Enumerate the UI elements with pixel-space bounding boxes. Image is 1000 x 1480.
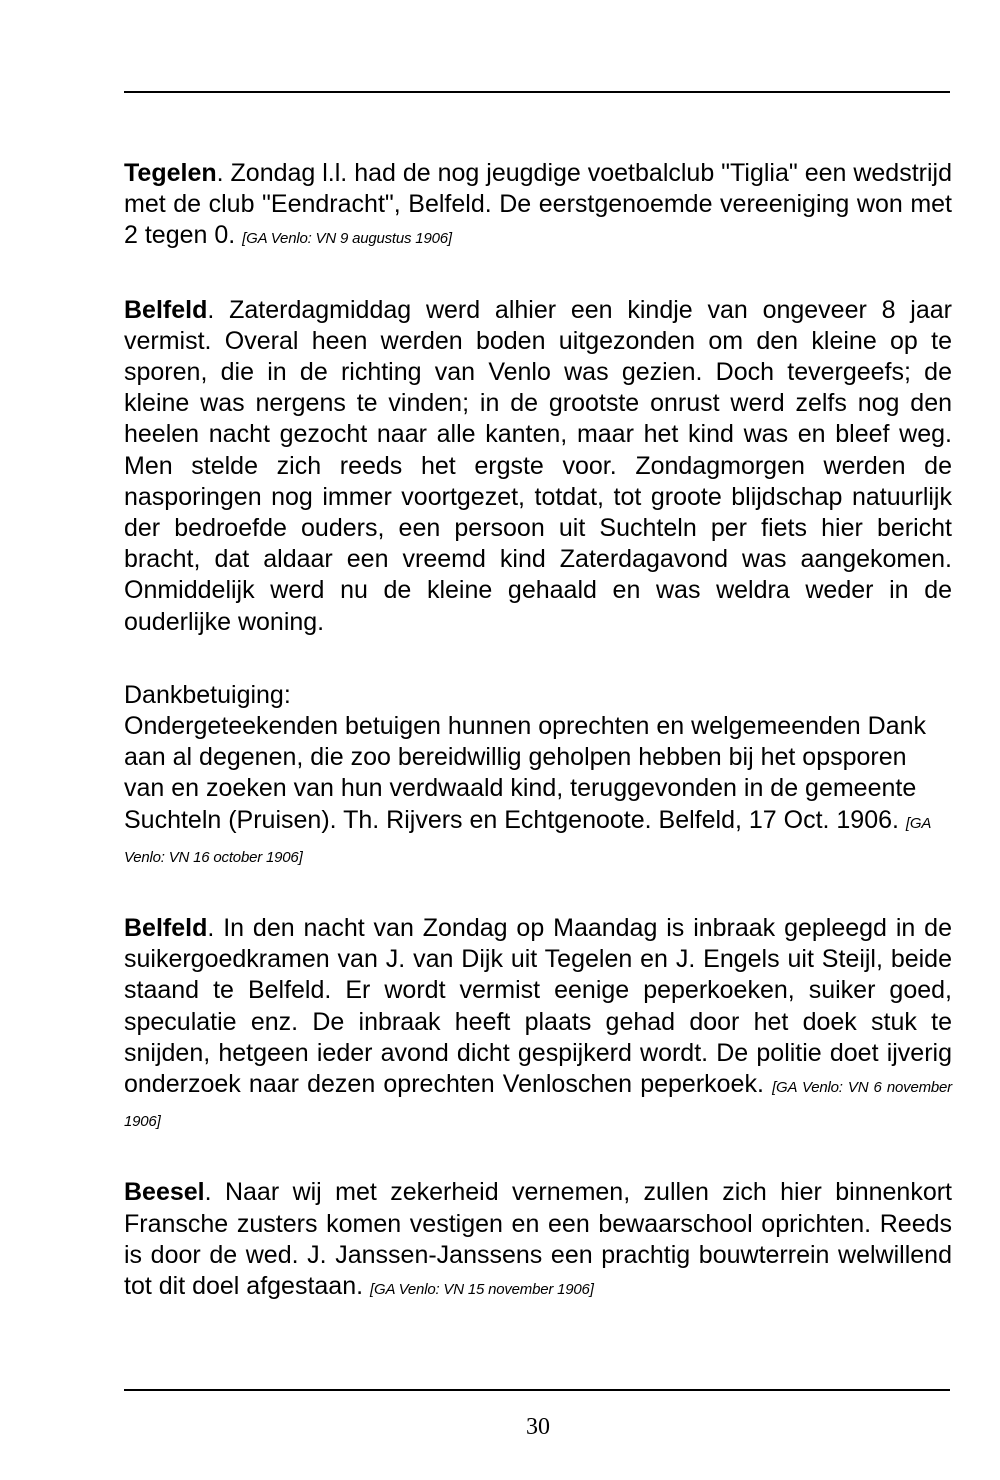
article-heading: Dankbetuiging: [124, 680, 291, 709]
article-place: Belfeld [124, 914, 208, 943]
article-source: [GA Venlo: VN 16 october 1906] [124, 814, 931, 866]
article-source: [GA Venlo: VN 15 november 1906] [370, 1281, 594, 1299]
page-number: 30 [526, 1414, 550, 1440]
page-content [124, 158, 952, 1305]
article-dankbetuiging [124, 680, 952, 873]
article-place: Belfeld [124, 295, 208, 324]
article-text: . In den nacht van Zondag op Maandag is inbraak gepleegd in de suikergoedkramen van J. van Dijk uit Tegelen en J. Engels uit Steijl, beide staand te Belfeld. Er wordt vermist eenige peperkoeken, suiker goed, speculatie enz. De inbraak heeft plaats gehad door het doek stuk te snijden, hetgeen ieder avond dicht gespijkerd wordt. De politie doet ijverig onderzoek naar dezen oprechten Venloschen peperkoek. [124, 914, 952, 1099]
article-place: Beesel [124, 1178, 205, 1207]
article-tegelen [124, 158, 952, 255]
article-text: Ondergeteekenden betuigen hunnen oprechten en welgemeenden Dank aan al degenen, die zoo bereidwillig geholpen hebben bij het opsporen van en zoeken van hun verdwaald kind, teruggevonden in de gemeente Suchteln (Pruisen). Th. Rijvers en Echtgenoote. Belfeld, 17 Oct. 1906. [124, 712, 927, 834]
article-belfeld-inbraak [124, 913, 952, 1137]
article-beesel [124, 1177, 952, 1305]
article-text: . Zondag l.l. had de nog jeugdige voetbalclub "Tiglia" een wedstrijd met de club "Eendracht", Belfeld. De eerstgenoemde vereeniging won met 2 tegen 0. [124, 159, 952, 250]
bottom-rule [124, 1389, 950, 1391]
article-text: . Zaterdagmiddag werd alhier een kindje van ongeveer 8 jaar vermist. Overal heen werden boden uitgezonden om den kleine op te sporen, die in de richting van Venlo was gezien. Doch tevergeefs; de kleine was nergens te vinden; in de grootste onrust werd zelfs nog den heelen nacht gezocht naar alle kanten, maar het kind was en bleef weg. Men stelde zich reeds het ergste voor. Zondagmorgen werden de nasporingen nog immer voortgezet, totdat, tot groote blijdschap natuurlijk der bedroefde ouders, een persoon uit Suchteln per fiets hier bericht bracht, dat aldaar een vreemd kind Zaterdagavond was aangekomen. Onmiddelijk werd nu de kleine gehaald en was weldra weder in de ouderlijke woning. [124, 295, 952, 636]
article-text: . Naar wij met zekerheid vernemen, zullen zich hier binnenkort Fransche zusters komen vestigen en een bewaarschool oprichten. Reeds is door de wed. J. Janssen-Janssens een prachtig bouwterrein welwillend tot dit doel afgestaan. [124, 1178, 952, 1301]
article-place: Tegelen [124, 159, 217, 187]
top-rule [124, 91, 950, 93]
article-source: [GA Venlo: VN 9 augustus 1906] [242, 230, 452, 248]
article-belfeld-vermist [124, 295, 952, 638]
article-source: [GA Venlo: VN 6 november 1906] [124, 1079, 952, 1131]
